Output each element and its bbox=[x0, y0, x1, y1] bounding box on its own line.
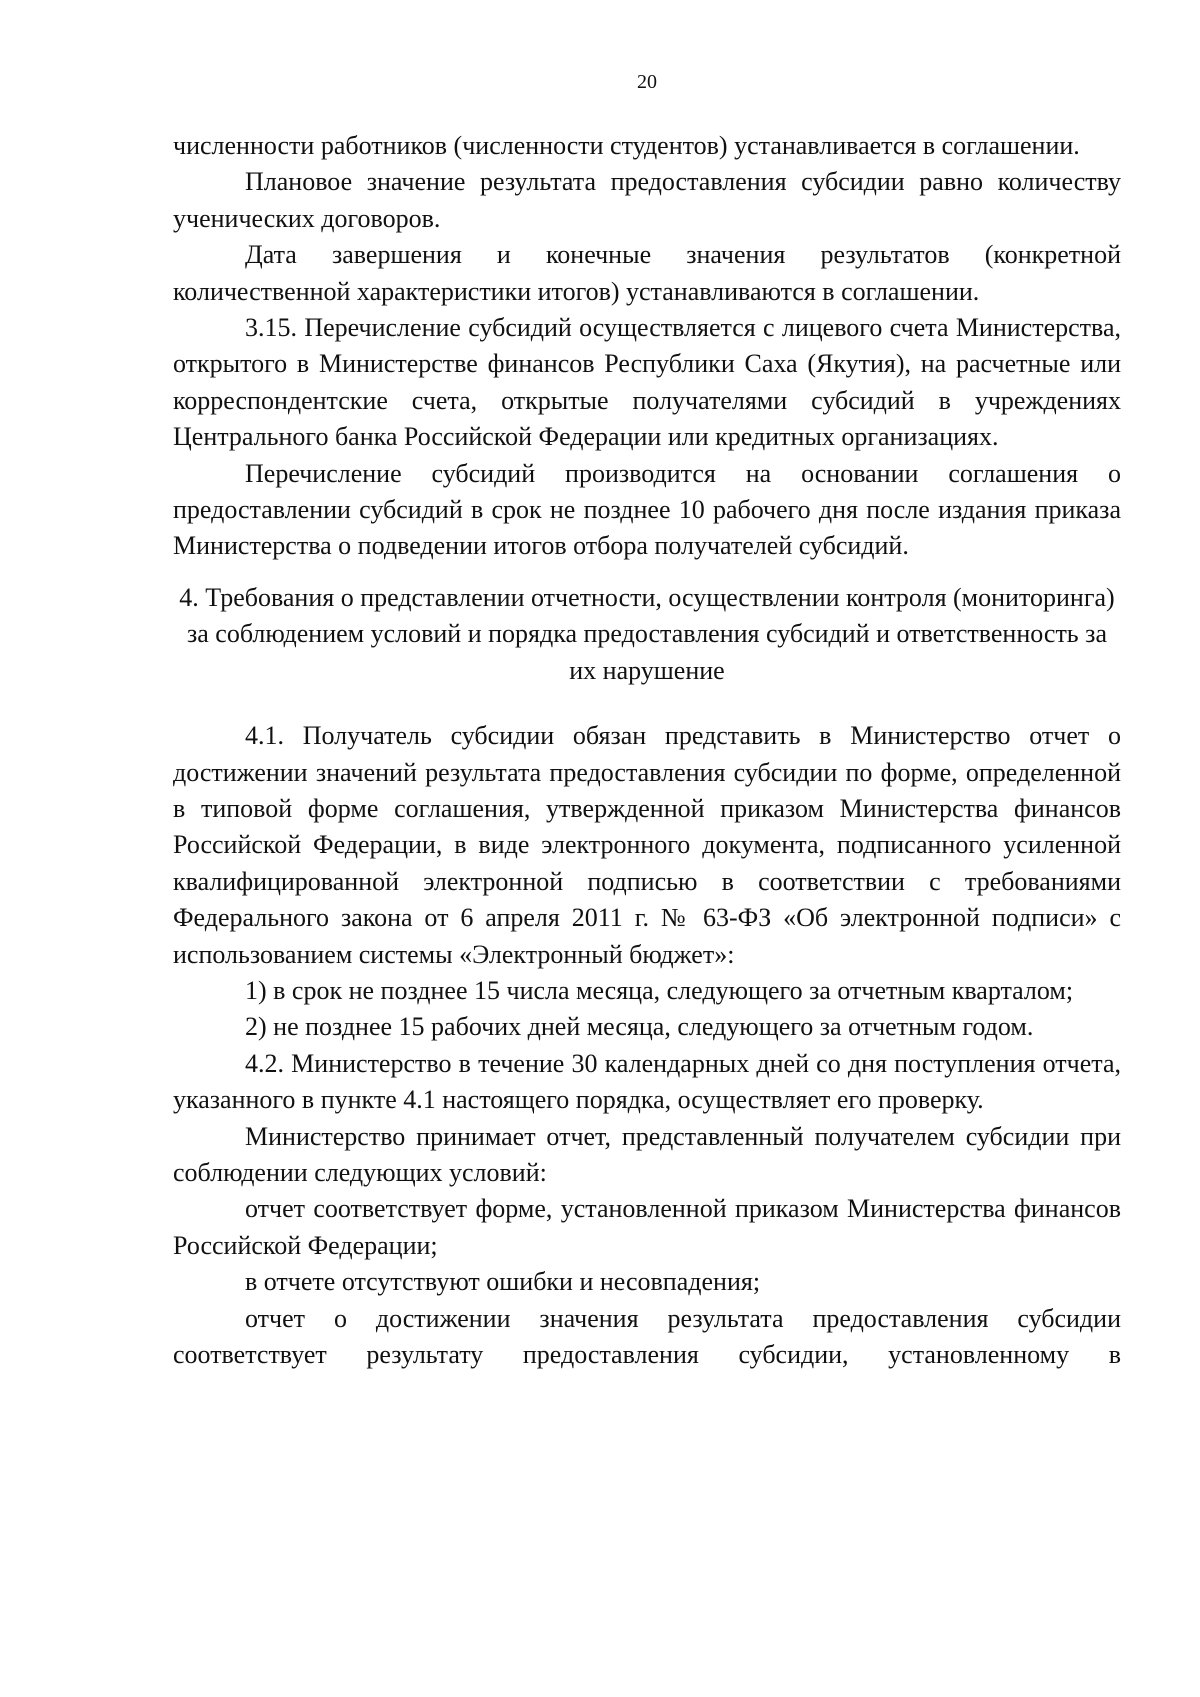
paragraph: Министерство принимает отчет, представленный получателем субсидии при соблюдении следующих условий: bbox=[173, 1121, 1121, 1187]
paragraph: 3.15. Перечисление субсидий осуществляется с лицевого счета Министерства, открытого в Министерстве финансов Республики Саха (Якутия), на расчетные или корреспондентские счета, открытые получателями субсидий в учреждениях Центрального банка Российской Федерации или кредитных организациях. bbox=[173, 313, 1121, 452]
paragraph: Плановое значение результата предоставления субсидии равно количеству ученических договоров. bbox=[173, 167, 1121, 233]
list-item: 2) не позднее 15 рабочих дней месяца, следующего за отчетным годом. bbox=[245, 1012, 1034, 1042]
paragraph-continuation: численности работников (численности студентов) устанавливается в соглашении. bbox=[173, 131, 1080, 160]
paragraph: 4.1. Получатель субсидии обязан представить в Министерство отчет о достижении значений результата предоставления субсидии по форме, определенной в типовой форме соглашения, утвержденной приказом Министерства финансов Российской Федерации, в виде электронного документа, подписанного усиленной квалифицированной электронной подписью в соответствии с требованиями Федерального закона от 6 апреля 2011 г. № 63-ФЗ «Об электронной подписи» с использованием системы «Электронный бюджет»: bbox=[173, 721, 1121, 969]
paragraph: 4.2. Министерство в течение 30 календарных дней со дня поступления отчета, указанного в пункте 4.1 настоящего порядка, осуществляет его проверку. bbox=[173, 1048, 1121, 1115]
section-heading-block bbox=[173, 565, 1121, 718]
paragraph: Перечисление субсидий производится на основании соглашения о предоставлении субсидий в срок не позднее 10 рабочего дня после издания приказа Министерства о подведении итогов отбора получателей субсидий. bbox=[173, 458, 1121, 561]
document-body bbox=[173, 128, 1121, 1373]
condition-item: отчет соответствует форме, установленной приказом Министерства финансов Российской Федерации; bbox=[173, 1194, 1121, 1260]
condition-item: в отчете отсутствуют ошибки и несовпадения; bbox=[245, 1267, 761, 1297]
section-heading: 4. Требования о представлении отчетности, осуществлении контроля (мониторинга) за соблюдением условий и порядка предоставления субсидий и ответственность за их нарушение bbox=[179, 582, 1115, 685]
paragraph: Дата завершения и конечные значения результатов (конкретной количественной характеристики итогов) устанавливаются в соглашении. bbox=[173, 240, 1121, 306]
condition-item: отчет о достижении значения результата предоставления субсидии соответствует результату предоставления субсидии, установленному в bbox=[173, 1303, 1121, 1369]
document-page bbox=[173, 0, 1121, 1697]
list-item: 1) в срок не позднее 15 числа месяца, следующего за отчетным кварталом; bbox=[245, 975, 1074, 1005]
page-number: 20 bbox=[637, 71, 657, 93]
